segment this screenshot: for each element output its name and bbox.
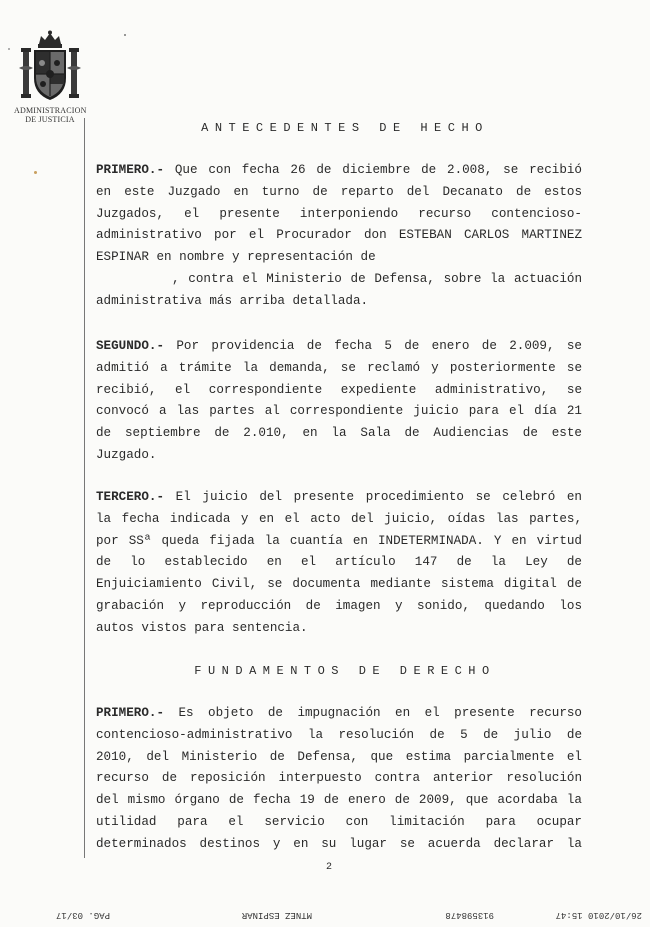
paragraph-label: TERCERO.- <box>96 490 165 504</box>
paragraph-antecedentes-segundo: SEGUNDO.- Por providencia de fecha 5 de enero de 2.009, se admitió a trámite la demanda, se reclamó y posteriormente se recibió, el correspondiente expediente administrativo, se convocó a las partes al correspondiente juicio para el día 21 de septiembre de 2.010, en la Sala de Audiencias de este Juzgado. <box>96 339 582 462</box>
section-title-fundamentos: FUNDAMENTOS DE DERECHO <box>194 664 496 678</box>
paragraph-label: PRIMERO.- <box>96 163 165 177</box>
paragraph-label: SEGUNDO.- <box>96 339 165 353</box>
paragraph-antecedentes-primero: PRIMERO.- Que con fecha 26 de diciembre de 2.008, se recibió en este Juzgado en turno de reparto del Decanato de estos Juzgados, el presente interponiendo recurso contencioso- administrativo por el Procurador don ESTEBAN CARLOS MARTINEZ ESPINAR en nombre y representación de , contra el Ministerio de Defensa, sobre la actuación administrativa más arriba detallada. <box>96 163 582 308</box>
coat-of-arms-icon <box>19 30 81 104</box>
paragraph-label: PRIMERO.- <box>96 706 165 720</box>
page-number: 2 <box>326 862 333 873</box>
paragraph-fundamentos-primero: PRIMERO.- Es objeto de impugnación en el presente recurso contencioso-administrativo la resolución de 5 de julio de 2010, del Ministerio de Defensa, que estima parcialmente el recurso de reposición interpuesto contra anterior resolución del mismo órgano de fecha 19 de enero de 2009, que acordaba la utilidad para el servicio con limitación para ocupar determinados destinos y en su lugar se acuerda declarar la <box>96 706 582 851</box>
section-title-antecedentes: ANTECEDENTES DE HECHO <box>201 121 489 135</box>
institution-name: ADMINISTRACION DE JUSTICIA <box>14 106 87 124</box>
scan-speck <box>8 48 10 50</box>
paragraph-antecedentes-tercero: TERCERO.- El juicio del presente procedimiento se celebró en la fecha indicada y en el acto del juicio, oídas las partes, por SSª queda fijada la cuantía en INDETERMINADA. Y en virtud de lo establecido en el artículo 147 de la Ley de Enjuiciamiento Civil, se documenta mediante sistema digital de grabación y reproducción de imagen y sonido, quedando los autos vistos para sentencia. <box>96 490 582 635</box>
fax-date-time: 26/10/2010 15:47 <box>555 910 642 920</box>
margin-line <box>84 118 85 858</box>
scan-speck <box>124 34 126 36</box>
scan-speck <box>34 171 37 174</box>
fax-number: 913598478 <box>445 910 494 920</box>
fax-sender: MTNEZ ESPINAR <box>241 910 312 920</box>
coat-of-arms <box>14 30 86 124</box>
fax-page: PAG. 03/17 <box>55 910 110 920</box>
fax-header <box>30 906 642 922</box>
